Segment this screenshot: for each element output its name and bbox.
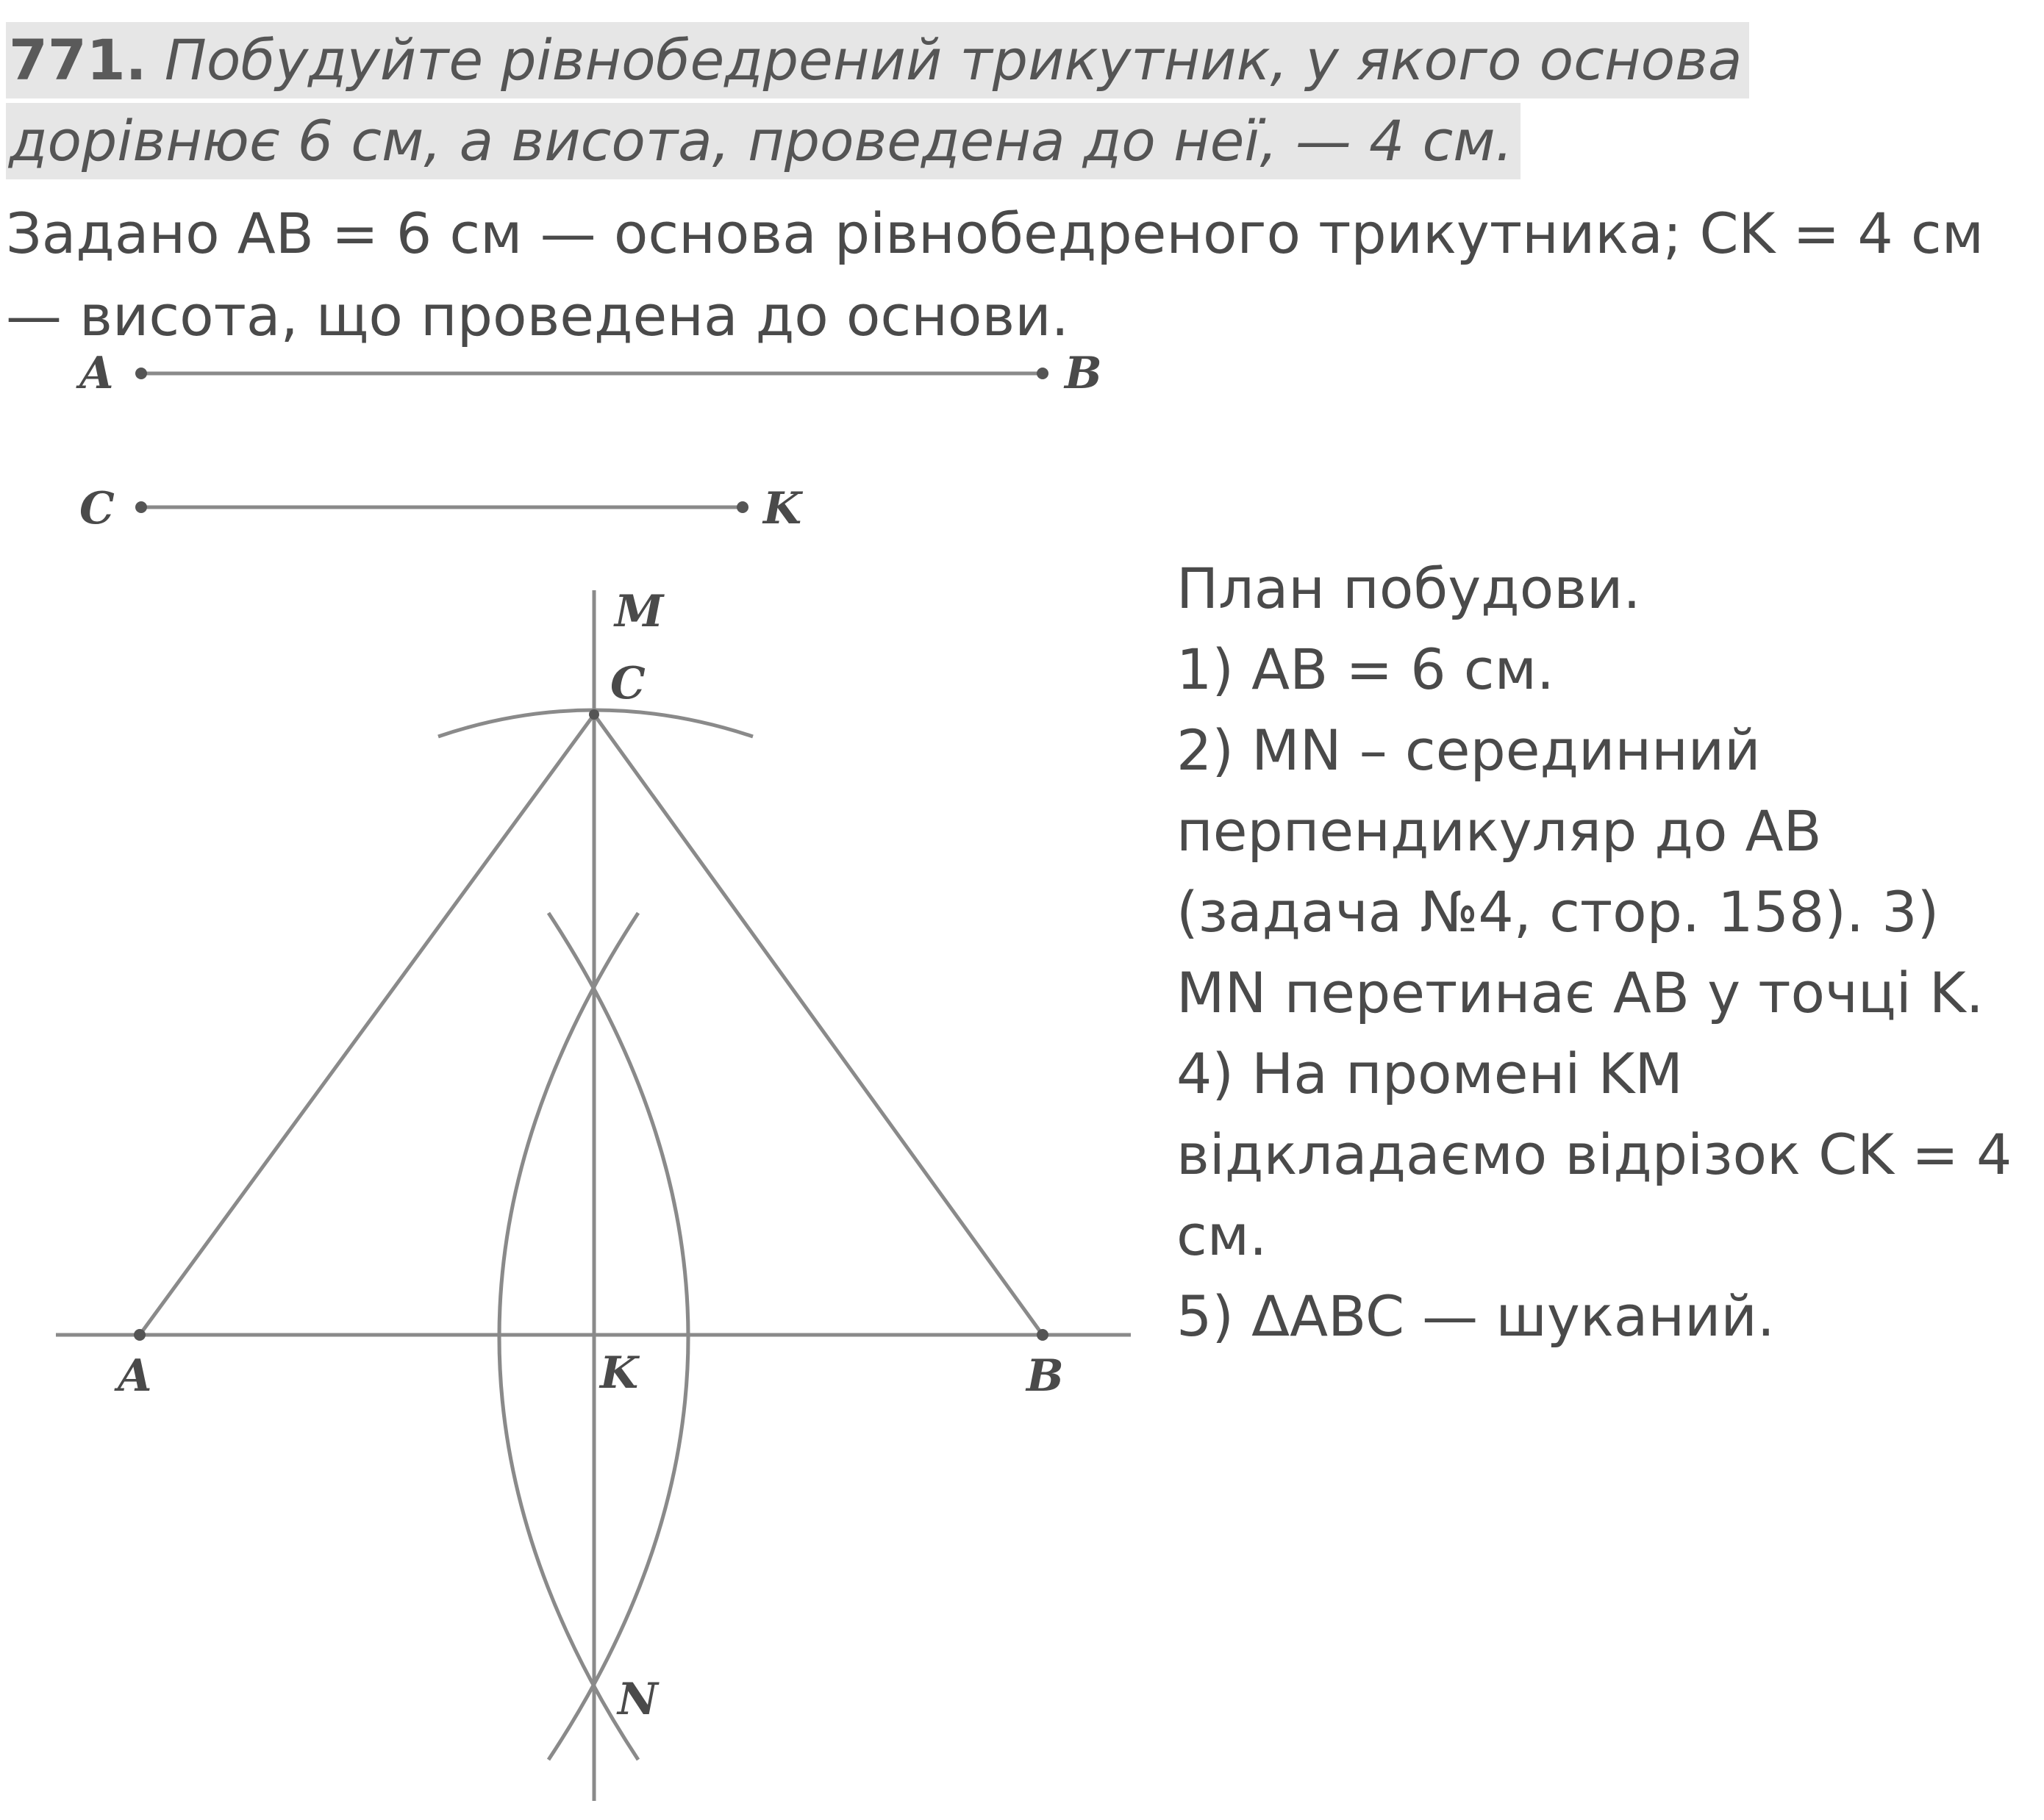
label-a: A [118, 1350, 152, 1402]
side-ac [140, 714, 594, 1335]
plan-line: (задача №4, стор. 158). 3) [1176, 879, 1940, 945]
plan-line: MN перетинає AB у точці K. [1176, 960, 1984, 1025]
label-c-given: C [79, 483, 115, 534]
given-line-2: — висота, що проведена до основи. [6, 283, 1069, 348]
point-c-given [135, 501, 147, 513]
plan-line: відкладаємо відрізок CK = 4 [1176, 1122, 2012, 1187]
label-k-given: K [763, 483, 802, 534]
label-c: C [610, 658, 646, 709]
plan-line: 5) ΔABC — шуканий. [1176, 1283, 1775, 1349]
label-b-given: B [1065, 348, 1102, 399]
point-a [134, 1329, 146, 1341]
side-bc [594, 714, 1043, 1335]
task-line-2: дорівнює 6 см, а висота, проведена до неї, — 4 см. [6, 103, 1521, 179]
point-c [589, 709, 599, 720]
label-k: K [600, 1347, 639, 1399]
given-line-1: Задано AB = 6 см — основа рівнобедреного трикутника; CK = 4 см [6, 201, 1984, 266]
label-m: M [615, 586, 664, 637]
plan-line: см. [1176, 1203, 1268, 1268]
label-a-given: A [79, 348, 114, 399]
point-b-given [1037, 368, 1048, 379]
point-a-given [135, 368, 147, 379]
plan-line: 2) MN – серединний [1176, 717, 1761, 783]
task-number: 771. [9, 27, 147, 93]
label-b: B [1026, 1350, 1064, 1402]
plan-title: План побудови. [1176, 556, 1641, 621]
construction-plan [1176, 548, 2037, 1357]
point-k-given [737, 501, 748, 513]
task-text-1: Побудуйте рівнобедрений трикутник, у якого основа [164, 27, 1743, 93]
label-n: N [618, 1674, 658, 1725]
plan-line: 1) AB = 6 см. [1176, 637, 1555, 702]
plan-line: перпендикуляр до AB [1176, 798, 1822, 864]
point-b [1037, 1329, 1048, 1341]
plan-line: 4) На промені KM [1176, 1041, 1683, 1106]
